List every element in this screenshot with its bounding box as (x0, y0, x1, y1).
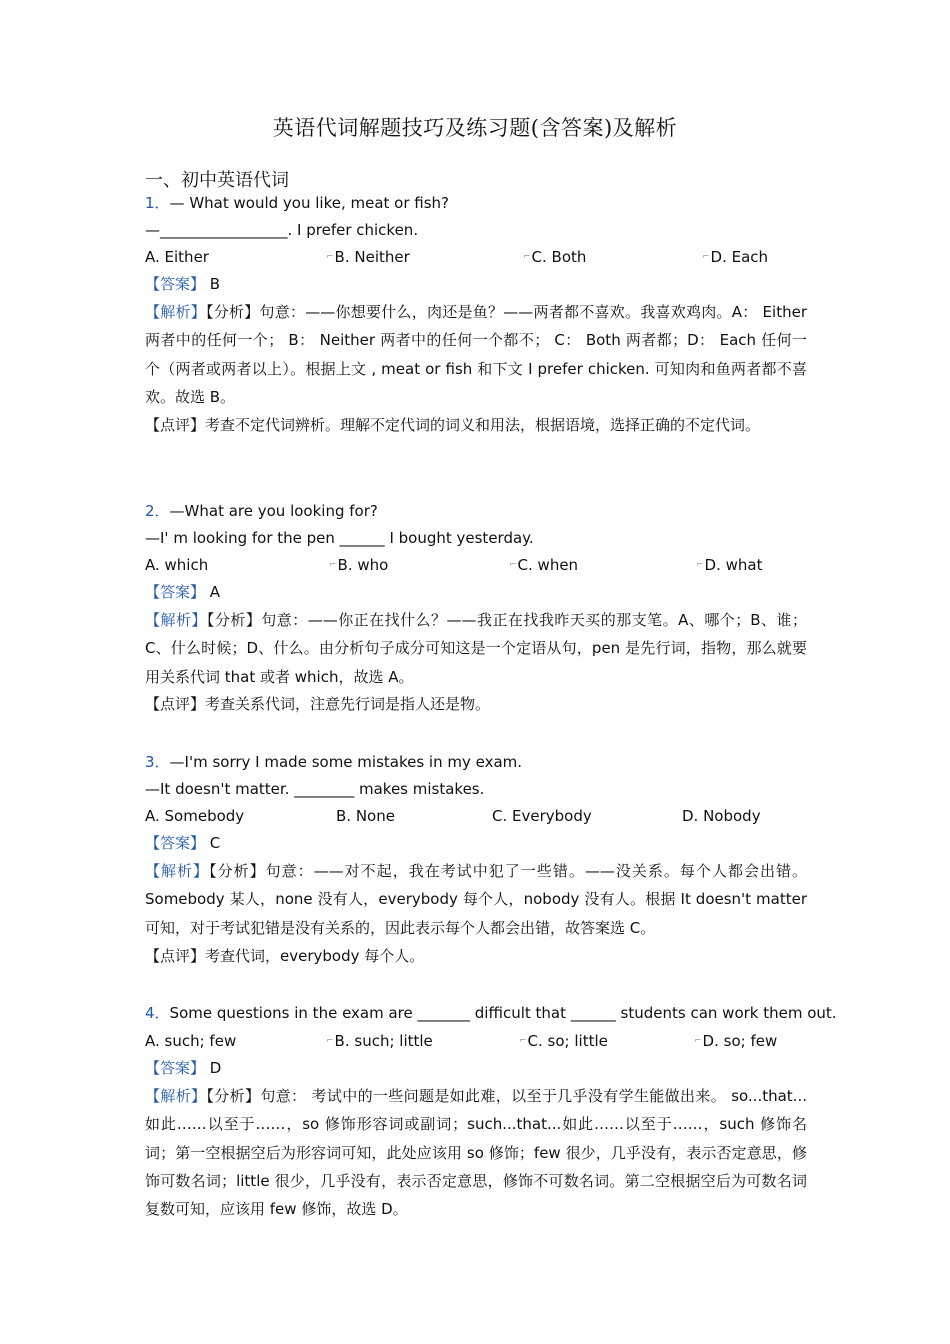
field-mark-icon: ⌐ (519, 1036, 527, 1046)
answer-line (145, 274, 220, 294)
option-d: D. Nobody (682, 807, 761, 825)
answer-value: A (209, 583, 221, 601)
answer-value: C (209, 834, 221, 852)
option-a: A. Somebody (145, 807, 245, 825)
section-heading: 一、初中英语代词 (145, 170, 289, 191)
option-c: ⌐C. when (509, 556, 579, 574)
answer-line (145, 582, 220, 602)
question-number: 4． (145, 1004, 170, 1022)
option-b: B. None (336, 807, 395, 825)
analysis-text: 【分析】句意：——对不起，我在考试中犯了一些错。——没关系。每个人都会出错。Somebody 某人，none 没有人，everybody 每个人，nobody 没有人。根据 It doesn't matter 可知，对于考试犯错是没有关系的，因此表示每个人都会出错，故答案选 C。 (145, 862, 807, 937)
option-b: ⌐B. Neither (326, 248, 410, 266)
answer-tag: 【答案】 (145, 834, 206, 852)
question-4-stem (145, 1003, 837, 1023)
question-text: —What are you looking for? (169, 502, 378, 520)
analysis-text: 【分析】句意：——你想要什么，肉还是鱼？——两者都不喜欢。我喜欢鸡肉。A： Either 两者中的任何一个； B： Neither 两者中的任何一个都不； C： Both 两者都；D： Each 任何一个（两者或两者以上）。根据上文 , meat or fish 和下文 I prefer chicken. 可知肉和鱼两者都不喜欢。故选 B。 (145, 303, 807, 406)
option-c: ⌐C. so; little (519, 1032, 608, 1050)
field-mark-icon: ⌐ (696, 560, 704, 570)
question-number: 3． (145, 753, 170, 771)
field-mark-icon: ⌐ (326, 1036, 334, 1046)
question-number: 1． (145, 194, 170, 212)
option-a: A. Either (145, 248, 209, 266)
question-3-stem (145, 752, 522, 772)
analysis-tag: 【解析】 (145, 862, 210, 880)
comment-block: 【点评】考查关系代词，注意先行词是指人还是物。 (145, 695, 491, 713)
analysis-block (145, 606, 807, 691)
answer-tag: 【答案】 (145, 275, 206, 293)
page-title: 英语代词解题技巧及练习题(含答案)及解析 (272, 116, 678, 140)
question-2-stem (145, 501, 378, 521)
answer-value: D (209, 1059, 222, 1077)
question-text: Some questions in the exam are _______ difficult that ______ students can work them out. (169, 1004, 837, 1022)
field-mark-icon: ⌐ (326, 252, 334, 262)
answer-line (145, 833, 220, 853)
analysis-block (145, 857, 807, 942)
option-c: C. Everybody (492, 807, 592, 825)
question-3-stem-2: —It doesn't matter. ________ makes mistakes. (145, 780, 485, 798)
option-a: A. such; few (145, 1032, 237, 1050)
option-d: ⌐D. Each (702, 248, 769, 266)
option-b: ⌐B. such; little (326, 1032, 433, 1050)
answer-line (145, 1058, 221, 1078)
analysis-tag: 【解析】 (145, 303, 207, 321)
field-mark-icon: ⌐ (694, 1036, 702, 1046)
field-mark-icon: ⌐ (702, 252, 710, 262)
analysis-text: 【分析】句意： 考试中的一些问题是如此难，以至于几乎没有学生能做出来。 so...that...如此……以至于……，so 修饰形容词或副词；such...that...如此……以至于……，such 修饰名词；第一空根据空后为形容词可知，此处应该用 so 修饰；few 很少，几乎没有，表示否定意思，修饰可数名词；little 很少，几乎没有，表示否定意思，修饰不可数名词。第二空根据空后为可数名词复数可知，应该用 few 修饰，故选 D。 (145, 1087, 807, 1219)
option-b: ⌐B. who (329, 556, 389, 574)
question-number: 2． (145, 502, 170, 520)
analysis-tag: 【解析】 (145, 1087, 207, 1105)
answer-tag: 【答案】 (145, 1059, 206, 1077)
question-1-stem-2: —_________________. I prefer chicken. (145, 221, 419, 239)
question-1-stem (145, 193, 449, 213)
option-d: ⌐D. so; few (694, 1032, 778, 1050)
option-d: ⌐D. what (696, 556, 763, 574)
answer-value: B (209, 275, 221, 293)
answer-tag: 【答案】 (145, 583, 206, 601)
question-2-stem-2: —I' m looking for the pen ______ I bought yesterday. (145, 529, 534, 547)
comment-block: 【点评】考查代词，everybody 每个人。 (145, 947, 425, 965)
option-a: A. which (145, 556, 209, 574)
option-c: ⌐C. Both (523, 248, 587, 266)
field-mark-icon: ⌐ (523, 252, 531, 262)
field-mark-icon: ⌐ (509, 560, 517, 570)
analysis-text: 【分析】句意：——你正在找什么？——我正在找我昨天买的那支笔。A、哪个；B、谁；C、什么时候；D、什么。由分析句子成分可知这是一个定语从句，pen 是先行词，指物，那么就要用关系代词 that 或者 which，故选 A。 (145, 611, 807, 686)
question-text: —I'm sorry I made some mistakes in my exam. (169, 753, 523, 771)
question-text: — What would you like, meat or fish? (169, 194, 450, 212)
field-mark-icon: ⌐ (329, 560, 337, 570)
comment-block: 【点评】考查不定代词辨析。理解不定代词的词义和用法，根据语境，选择正确的不定代词。 (145, 416, 761, 434)
analysis-block (145, 1082, 807, 1223)
analysis-tag: 【解析】 (145, 611, 207, 629)
analysis-block (145, 298, 807, 411)
